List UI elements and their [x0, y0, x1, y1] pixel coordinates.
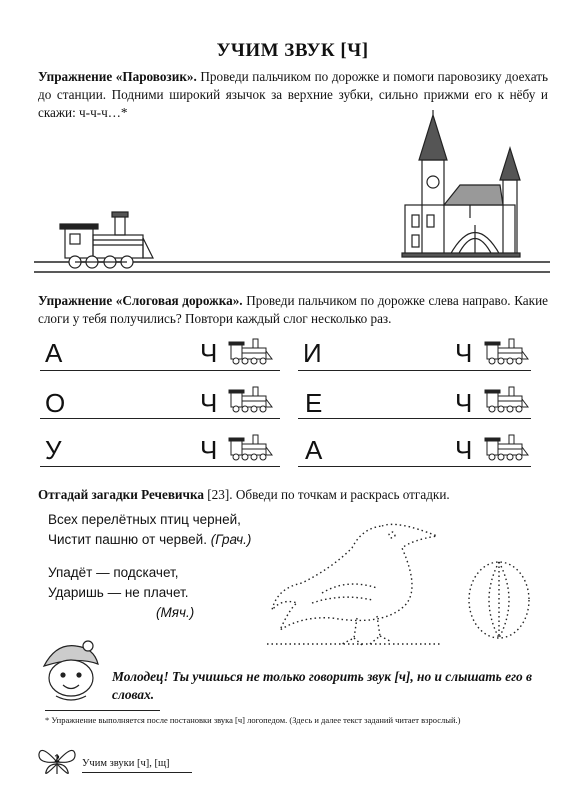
page-number: 2 [54, 753, 60, 765]
syllable-right-letter: Ч [200, 338, 218, 368]
footnote-divider [45, 710, 160, 711]
page-title: УЧИМ ЗВУК [Ч] [216, 40, 369, 61]
footer-underline [82, 772, 192, 773]
riddle-1-answer: (Грач.) [210, 532, 252, 547]
syllable-right-letter: Ч [200, 388, 218, 418]
exercise-2-text: Проведи пальчиком по дорожке слева направо. Какие слоги у тебя получились? Повтори каждый слог несколько раз. [38, 293, 548, 326]
syllable-left-letter: А [45, 338, 63, 368]
exercise-3-name: Отгадай загадки Речевичка [38, 487, 204, 502]
exercise-2-name: Упражнение «Слоговая дорожка». [38, 293, 243, 308]
syllable-track-line [40, 466, 280, 467]
footnote: * Упражнение выполняется после постановки звука [ч] логопедом. (Здесь и далее текст заданий читает взрослый.) [45, 715, 461, 725]
mini-train-icon [484, 384, 532, 414]
syllable-track-line [40, 418, 280, 419]
boy-character-icon [36, 638, 106, 704]
mini-train-icon [228, 432, 276, 462]
riddle-1-line-1: Всех перелётных птиц черней, [48, 512, 241, 527]
ball-outline-dotted [464, 555, 534, 645]
exercise-3-instructions [38, 486, 548, 504]
syllable-left-letter: Е [305, 388, 323, 418]
riddle-2-line-2: Ударишь — не плачет. [48, 585, 189, 600]
syllable-left-letter: О [45, 388, 66, 418]
syllable-right-letter: Ч [455, 435, 473, 465]
riddle-1-line-2: Чистит пашню от червей. [48, 532, 207, 547]
exercise-1-name: Упражнение «Паровозик». [38, 69, 197, 84]
exercise-1-text: Проведи пальчиком по дорожке и помоги паровозику доехать до станции. Подними широкий язычок за верхние зубки, сильно прижми его к нёбу и скажи: ч-ч-ч…* [38, 69, 548, 120]
syllable-right-letter: Ч [200, 435, 218, 465]
syllable-track-line [298, 418, 531, 419]
syllable-left-letter: А [305, 435, 323, 465]
mini-train-icon [484, 336, 532, 366]
syllable-right-letter: Ч [455, 338, 473, 368]
syllable-left-letter: И [303, 338, 322, 368]
syllable-track-line [298, 370, 531, 371]
syllable-track-line [298, 466, 531, 467]
syllable-right-letter: Ч [455, 388, 473, 418]
mini-train-icon [228, 336, 276, 366]
mini-train-icon [228, 384, 276, 414]
riddle-2-line-1: Упадёт — подскачет, [48, 565, 179, 580]
exercise-3-text: [23]. Обведи по точкам и раскрась отгадки. [203, 487, 450, 502]
mini-train-icon [484, 432, 532, 462]
praise-message: Молодец! Ты учишься не только говорить звук [ч], но и слышать его в словах. [112, 669, 533, 702]
rook-outline-dotted [262, 508, 452, 653]
footer-section-title: Учим звуки [ч], [щ] [82, 758, 170, 769]
riddle-2-answer: (Мяч.) [156, 605, 195, 620]
syllable-left-letter: У [45, 435, 62, 465]
syllable-track-line [40, 370, 280, 371]
